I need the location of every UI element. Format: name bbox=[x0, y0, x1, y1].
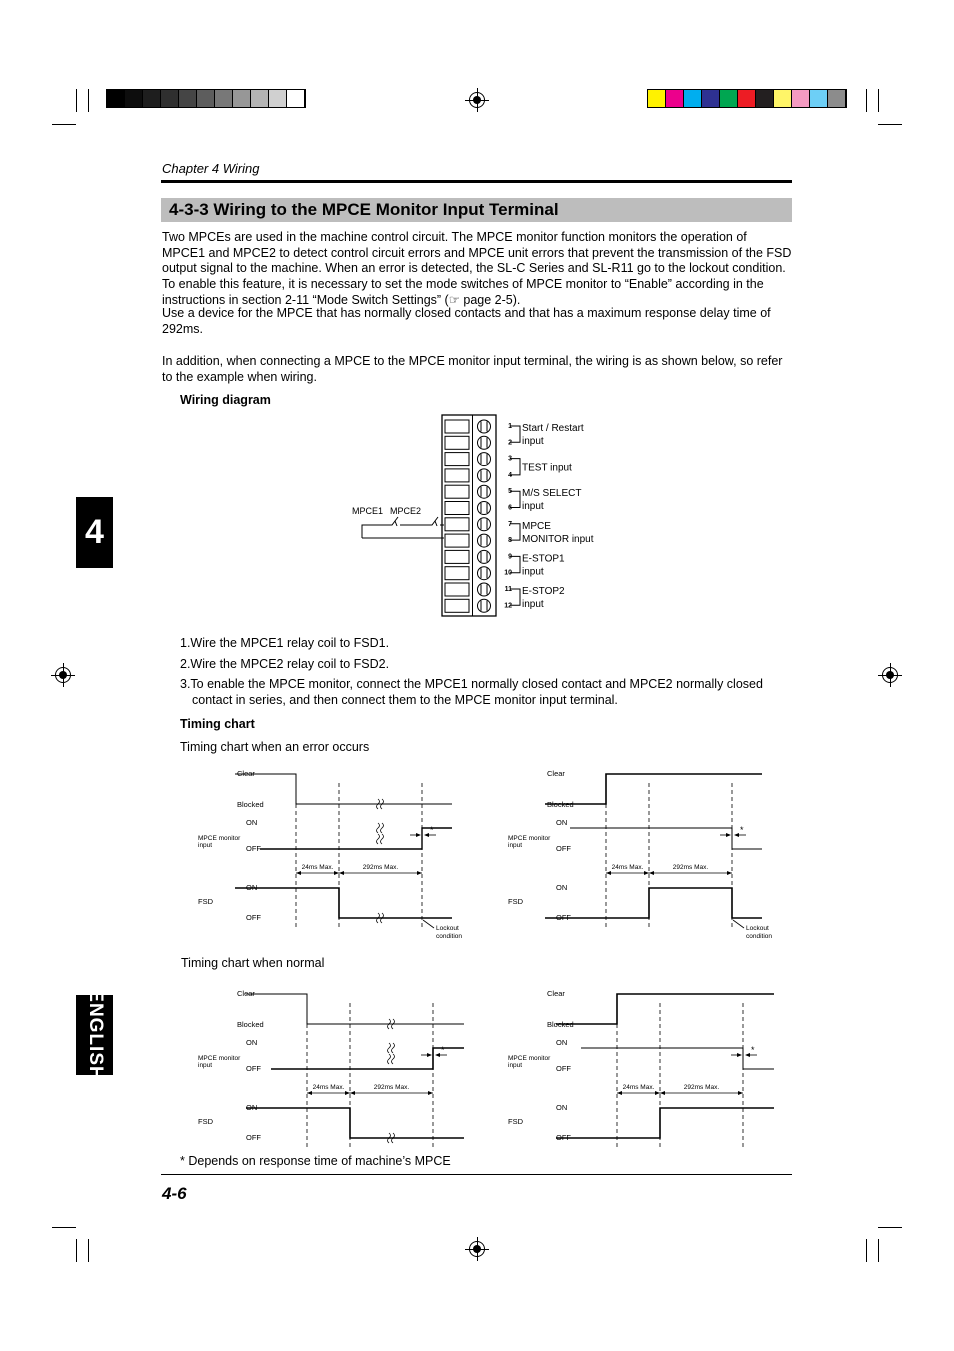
color-swatch bbox=[774, 90, 792, 107]
chart-label: input bbox=[198, 1062, 213, 1069]
terminal-label: input bbox=[522, 566, 544, 578]
chart-label: 24ms Max. bbox=[611, 864, 644, 871]
color-swatch bbox=[738, 90, 756, 107]
terminal-slot bbox=[445, 453, 469, 466]
color-swatch bbox=[269, 90, 287, 107]
chart-label: ON bbox=[246, 1103, 258, 1112]
chart-label: OFF bbox=[556, 913, 571, 922]
terminal-label: MPCE bbox=[522, 520, 551, 532]
footnote: * Depends on response time of machine’s MPCE bbox=[180, 1154, 451, 1168]
chart-label: Blocked bbox=[237, 1020, 264, 1029]
chart-label: 292ms Max. bbox=[373, 1084, 410, 1091]
step-2: 2.Wire the MPCE2 relay coil to FSD2. bbox=[180, 656, 390, 671]
terminal-slot bbox=[445, 469, 469, 482]
pin-number: 3 bbox=[508, 455, 512, 463]
chart-label: OFF bbox=[246, 913, 261, 922]
mpce-signal bbox=[260, 828, 452, 849]
screw-icon bbox=[478, 469, 491, 482]
chart-label: ON bbox=[246, 883, 258, 892]
color-swatch bbox=[251, 90, 269, 107]
chart-label: FSD bbox=[508, 897, 523, 906]
chart-label: Blocked bbox=[547, 1020, 574, 1029]
mpce-signal bbox=[570, 828, 762, 849]
arrow-head bbox=[417, 871, 422, 875]
step-1: 1.Wire the MPCE1 relay coil to FSD1. bbox=[180, 636, 390, 650]
grayscale-bar bbox=[106, 89, 306, 108]
terminal-slot bbox=[445, 485, 469, 498]
arrow-head bbox=[427, 1053, 432, 1057]
mpce-signal bbox=[581, 1048, 774, 1069]
arrow-head bbox=[649, 871, 654, 875]
screw-icon bbox=[478, 502, 491, 515]
arrow-head bbox=[738, 1091, 743, 1095]
screw-icon bbox=[478, 550, 491, 563]
wiring-intro-paragraph: In addition, when connecting a MPCE to the MPCE monitor input terminal, the wiring is as shown below, so refer to the example when wiring. bbox=[162, 354, 783, 384]
arrow-head bbox=[660, 1091, 665, 1095]
color-swatch bbox=[720, 90, 738, 107]
terminal-label: Start / Restart bbox=[522, 423, 584, 434]
color-swatch bbox=[107, 90, 125, 107]
wiring-diagram bbox=[340, 410, 620, 620]
pin-number: 10 bbox=[504, 569, 512, 577]
timing-chart-error-right bbox=[500, 765, 780, 945]
color-swatch bbox=[143, 90, 161, 107]
arrow-head bbox=[339, 871, 344, 875]
error-caption: Timing chart when an error occurs bbox=[180, 740, 370, 754]
arrow-head bbox=[655, 1091, 660, 1095]
chart-label: OFF bbox=[246, 1064, 261, 1073]
arrow-head bbox=[745, 1053, 750, 1057]
arrow-head bbox=[727, 871, 732, 875]
color-swatch bbox=[179, 90, 197, 107]
chart-label: FSD bbox=[198, 1117, 213, 1126]
mpce2-label: MPCE2 bbox=[390, 506, 422, 516]
terminal-slot bbox=[445, 599, 469, 612]
arrow-head bbox=[428, 1091, 433, 1095]
terminal-slot bbox=[445, 420, 469, 433]
chart-label: ON bbox=[246, 1038, 258, 1047]
chart-label: * bbox=[441, 1045, 445, 1055]
pin-number: 6 bbox=[508, 504, 512, 512]
pin-number: 7 bbox=[508, 520, 512, 528]
arrow-head bbox=[617, 1091, 622, 1095]
intro-paragraph: Two MPCEs are used in the machine control circuit. The MPCE monitor function monitors the operation of MPCE1 and MPCE2 to detect control circuit errors and MPCE unit errors that prevent the transmission of the FSD output signal to the machine. When an error is detected, the SL-C Series and SL-R11 go to the lockout condition. To enable this feature, it is necessary to set the mode switches of MPCE monitor to “Enable” according in the instructions in section 2-11 “Mode Switch Settings” (☞ page 2-5). bbox=[162, 230, 792, 307]
arrow-head bbox=[734, 833, 739, 837]
page-number: 4-6 bbox=[162, 1184, 187, 1203]
screw-icon bbox=[478, 485, 491, 498]
chart-label: 24ms Max. bbox=[312, 1084, 345, 1091]
screw-icon bbox=[478, 420, 491, 433]
section-title: 4-3-3 Wiring to the MPCE Monitor Input Terminal bbox=[169, 200, 559, 219]
fsd-signal bbox=[545, 888, 762, 918]
mpce1-label: MPCE1 bbox=[352, 506, 384, 516]
terminal-slot bbox=[445, 436, 469, 449]
color-swatch bbox=[233, 90, 251, 107]
terminal-label: E-STOP2 bbox=[522, 586, 565, 597]
terminal-label: MONITOR input bbox=[522, 533, 594, 545]
pin-number: 8 bbox=[508, 537, 512, 545]
pin-number: 1 bbox=[508, 423, 512, 430]
lockout-label: condition bbox=[436, 933, 463, 940]
arrow-head bbox=[435, 1053, 440, 1057]
chart-label: OFF bbox=[556, 844, 571, 853]
color-swatch bbox=[648, 90, 666, 107]
normal-caption: Timing chart when normal bbox=[181, 956, 325, 970]
terminal-label: M/S SELECT bbox=[522, 488, 582, 500]
chart-label: ON bbox=[556, 1038, 568, 1047]
timing-chart-error-left bbox=[190, 765, 470, 945]
arrow-head bbox=[416, 833, 421, 837]
color-swatch bbox=[197, 90, 215, 107]
chart-label: MPCE monitor bbox=[508, 1055, 551, 1062]
arrow-head bbox=[726, 833, 731, 837]
chart-label: 292ms Max. bbox=[672, 864, 709, 871]
arrow-head bbox=[644, 871, 649, 875]
color-swatch bbox=[125, 90, 143, 107]
timing-chart-normal-right bbox=[500, 985, 780, 1150]
chart-label: * bbox=[430, 825, 434, 835]
footer-rule bbox=[161, 1174, 792, 1175]
chart-label: MPCE monitor bbox=[198, 1055, 241, 1062]
screw-icon bbox=[478, 518, 491, 531]
beam-signal bbox=[246, 994, 464, 1024]
wiring-diagram-heading: Wiring diagram bbox=[180, 393, 271, 407]
chart-label: ON bbox=[246, 818, 258, 827]
chart-label: MPCE monitor bbox=[198, 835, 241, 842]
color-swatch bbox=[684, 90, 702, 107]
screw-icon bbox=[478, 567, 491, 580]
screw-icon bbox=[478, 534, 491, 547]
terminal-slot bbox=[445, 518, 469, 531]
chart-label: input bbox=[508, 842, 523, 849]
color-swatch bbox=[828, 90, 846, 107]
chart-label: Clear bbox=[237, 769, 255, 778]
lockout-label: Lockout bbox=[436, 925, 459, 932]
arrow-head bbox=[345, 1091, 350, 1095]
chart-label: OFF bbox=[246, 844, 261, 853]
chart-label: 24ms Max. bbox=[301, 864, 334, 871]
beam-signal bbox=[235, 774, 452, 804]
terminal-slot bbox=[445, 502, 469, 515]
pin-number: 4 bbox=[508, 471, 512, 479]
break-mark bbox=[388, 1043, 395, 1053]
arrow-head bbox=[307, 1091, 312, 1095]
color-swatch bbox=[756, 90, 774, 107]
chart-label: Clear bbox=[547, 989, 565, 998]
fsd-signal bbox=[246, 1108, 464, 1138]
chart-label: * bbox=[751, 1045, 755, 1055]
chart-label: input bbox=[198, 842, 213, 849]
pin-number: 5 bbox=[508, 488, 512, 496]
chart-label: OFF bbox=[246, 1133, 261, 1142]
timing-chart-normal-left bbox=[190, 985, 470, 1150]
break-mark bbox=[377, 834, 384, 844]
terminal-label: input bbox=[522, 599, 544, 610]
color-swatch bbox=[810, 90, 828, 107]
lockout-label: Lockout bbox=[746, 925, 769, 932]
color-swatch bbox=[702, 90, 720, 107]
lockout-label: condition bbox=[746, 933, 773, 940]
chart-label: Blocked bbox=[547, 800, 574, 809]
color-swatch bbox=[287, 90, 305, 107]
break-mark bbox=[377, 823, 384, 833]
step-3: 3.To enable the MPCE monitor, connect the MPCE1 normally closed contact and MPCE2 normally closed contact in series, and then connect them to the MPCE monitor input terminal. bbox=[180, 677, 763, 707]
arrow-head bbox=[296, 871, 301, 875]
beam-signal bbox=[545, 774, 762, 804]
mpce-signal bbox=[271, 1048, 464, 1069]
header-rule bbox=[161, 180, 792, 183]
fsd-signal bbox=[235, 888, 452, 918]
chart-label: Clear bbox=[547, 769, 565, 778]
terminal-slot bbox=[445, 567, 469, 580]
chart-label: 24ms Max. bbox=[622, 1084, 655, 1091]
chart-label: 292ms Max. bbox=[683, 1084, 720, 1091]
chart-label: FSD bbox=[508, 1117, 523, 1126]
pin-number: 9 bbox=[508, 553, 512, 561]
pin-number: 2 bbox=[508, 439, 512, 447]
terminal-slot bbox=[445, 583, 469, 596]
color-swatch bbox=[666, 90, 684, 107]
chart-label: Clear bbox=[237, 989, 255, 998]
terminal-label: input bbox=[522, 436, 544, 447]
arrow-head bbox=[350, 1091, 355, 1095]
color-swatch bbox=[792, 90, 810, 107]
language-tab bbox=[76, 989, 113, 1081]
fsd-signal bbox=[556, 1108, 774, 1138]
pin-number: 11 bbox=[504, 586, 512, 593]
chart-label: * bbox=[740, 825, 744, 835]
chart-label: MPCE monitor bbox=[508, 835, 551, 842]
chart-label: OFF bbox=[556, 1064, 571, 1073]
chart-label: OFF bbox=[556, 1133, 571, 1142]
color-swatch bbox=[215, 90, 233, 107]
chart-label: ON bbox=[556, 883, 568, 892]
beam-signal bbox=[556, 994, 774, 1024]
terminal-slot bbox=[445, 550, 469, 563]
screw-icon bbox=[478, 436, 491, 449]
screw-icon bbox=[478, 453, 491, 466]
screw-icon bbox=[478, 583, 491, 596]
chapter-header: Chapter 4 Wiring bbox=[162, 161, 260, 176]
arrow-head bbox=[334, 871, 339, 875]
screw-icon bbox=[478, 599, 491, 612]
arrow-head bbox=[606, 871, 611, 875]
terminal-label: input bbox=[522, 501, 544, 513]
pin-number: 12 bbox=[504, 602, 512, 610]
terminal-slot bbox=[445, 534, 469, 547]
color-swatch bbox=[161, 90, 179, 107]
chart-label: input bbox=[508, 1062, 523, 1069]
wiring-steps bbox=[180, 636, 792, 713]
chart-label: ON bbox=[556, 818, 568, 827]
mpce-requirement-paragraph: Use a device for the MPCE that has normally closed contacts and that has a maximum response delay time of 292ms. bbox=[162, 306, 771, 336]
contact-wiring bbox=[362, 517, 444, 538]
chart-label: FSD bbox=[198, 897, 213, 906]
chart-label: Blocked bbox=[237, 800, 264, 809]
chart-label: ON bbox=[556, 1103, 568, 1112]
terminal-label: TEST input bbox=[522, 462, 572, 474]
language-tab-label: ENGLISH bbox=[84, 989, 106, 1081]
chapter-tab: 4 bbox=[76, 497, 113, 568]
arrow-head bbox=[737, 1053, 742, 1057]
arrow-head bbox=[424, 833, 429, 837]
break-mark bbox=[388, 1054, 395, 1064]
timing-chart-heading: Timing chart bbox=[180, 717, 255, 731]
color-bar bbox=[647, 89, 847, 108]
chart-label: 292ms Max. bbox=[362, 864, 399, 871]
terminal-label: E-STOP1 bbox=[522, 553, 565, 565]
